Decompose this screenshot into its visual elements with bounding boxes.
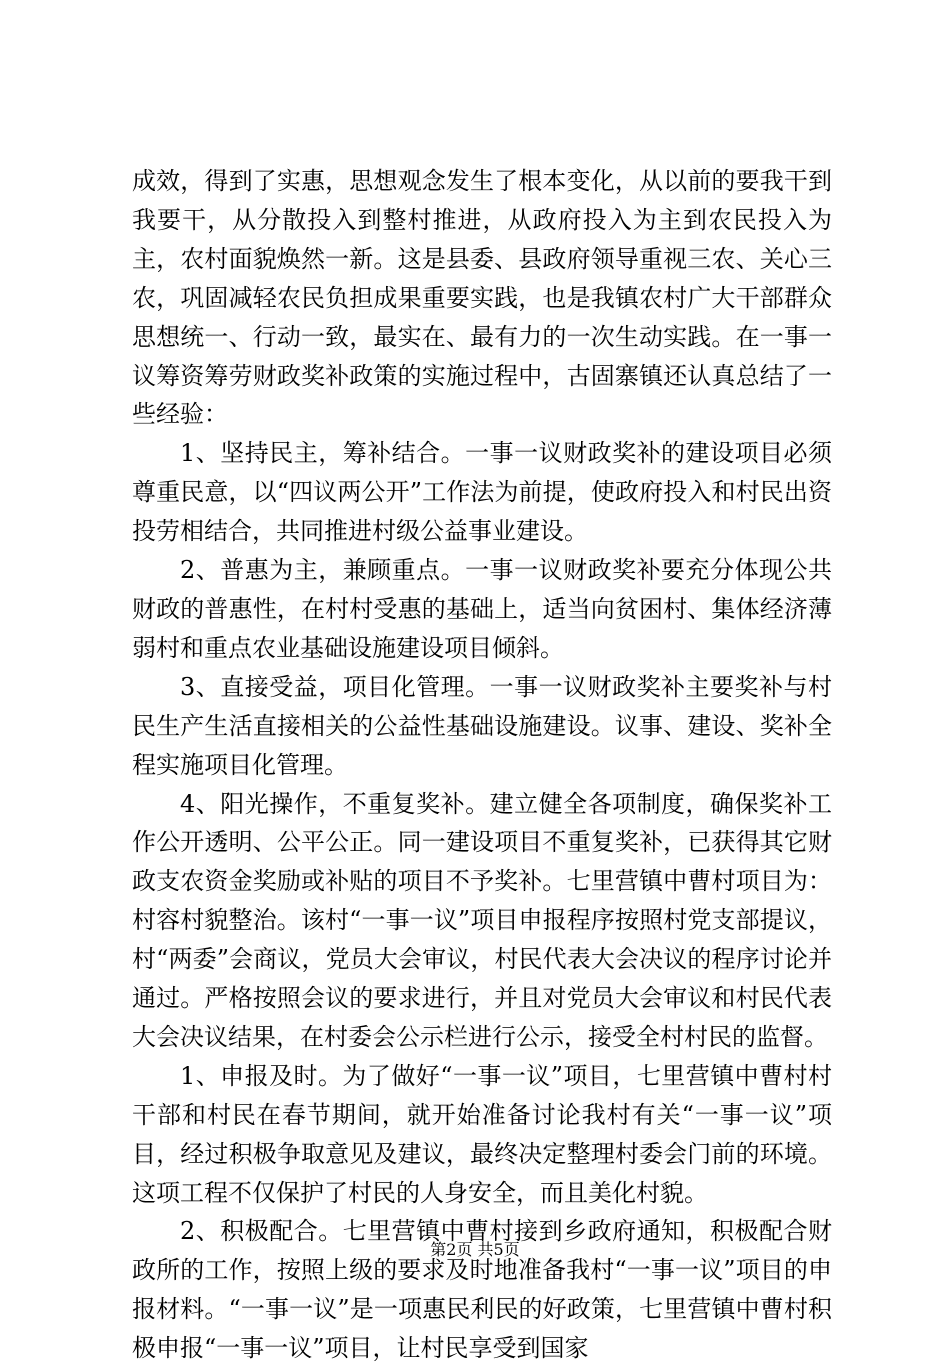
document-body: [132, 162, 832, 1368]
paragraph-item-4-transparency: 4、阳光操作，不重复奖补。建立健全各项制度，确保奖补工作公开透明、公平公正。同一建设项目不重复奖补，已获得其它财政支农资金奖励或补贴的项目不予奖补。七里营镇中曹村项目为：村容村貌整治。该村“一事一议”项目申报程序按照村党支部提议，村“两委”会商议，党员大会审议，村民代表大会决议的程序讨论并通过。严格按照会议的要求进行，并且对党员大会审议和村民代表大会决议结果，在村委会公示栏进行公示，接受全村村民的监督。: [132, 789, 832, 1051]
paragraph-item-3-project-management: 3、直接受益，项目化管理。一事一议财政奖补主要奖补与村民生产生活直接相关的公益性基础设施建设。议事、建设、奖补全程实施项目化管理。: [132, 672, 832, 779]
paragraph-item-2-inclusive: 2、普惠为主，兼顾重点。一事一议财政奖补要充分体现公共财政的普惠性，在村村受惠的基础上，适当向贫困村、集体经济薄弱村和重点农业基础设施建设项目倾斜。: [132, 556, 832, 662]
paragraph-item-2-cooperation: 2、积极配合。七里营镇中曹村接到乡政府通知，积极配合财政所的工作，按照上级的要求及时地准备我村“一事一议”项目的申报材料。“一事一议”是一项惠民利民的好政策，七里营镇中曹村积极申报“一事一议”项目，让村民享受到国家: [132, 1217, 832, 1363]
paragraph-item-1-timely-application: 1、申报及时。为了做好“一事一议”项目，七里营镇中曹村村干部和村民在春节期间，就开始准备讨论我村有关“一事一议”项目，经过积极争取意见及建议，最终决定整理村委会门前的环境。这项工程不仅保护了村民的人身安全，而且美化村貌。: [132, 1061, 832, 1207]
paragraph-item-1-democracy: 1、坚持民主，筹补结合。一事一议财政奖补的建设项目必须尊重民意，以“四议两公开”工作法为前提，使政府投入和村民出资投劳相结合，共同推进村级公益事业建设。: [132, 439, 832, 546]
page-number-footer: 第2页 共5页: [430, 1240, 520, 1259]
paragraph-continuation: 成效，得到了实惠，思想观念发生了根本变化，从以前的要我干到我要干，从分散投入到整村推进，从政府投入为主到农民投入为主，农村面貌焕然一新。这是县委、县政府领导重视三农、关心三农，巩固减轻农民负担成果重要实践，也是我镇农村广大干部群众思想统一、行动一致，最实在、最有力的一次生动实践。在一事一议筹资筹劳财政奖补政策的实施过程中，古固寨镇还认真总结了一些经验：: [132, 167, 832, 429]
